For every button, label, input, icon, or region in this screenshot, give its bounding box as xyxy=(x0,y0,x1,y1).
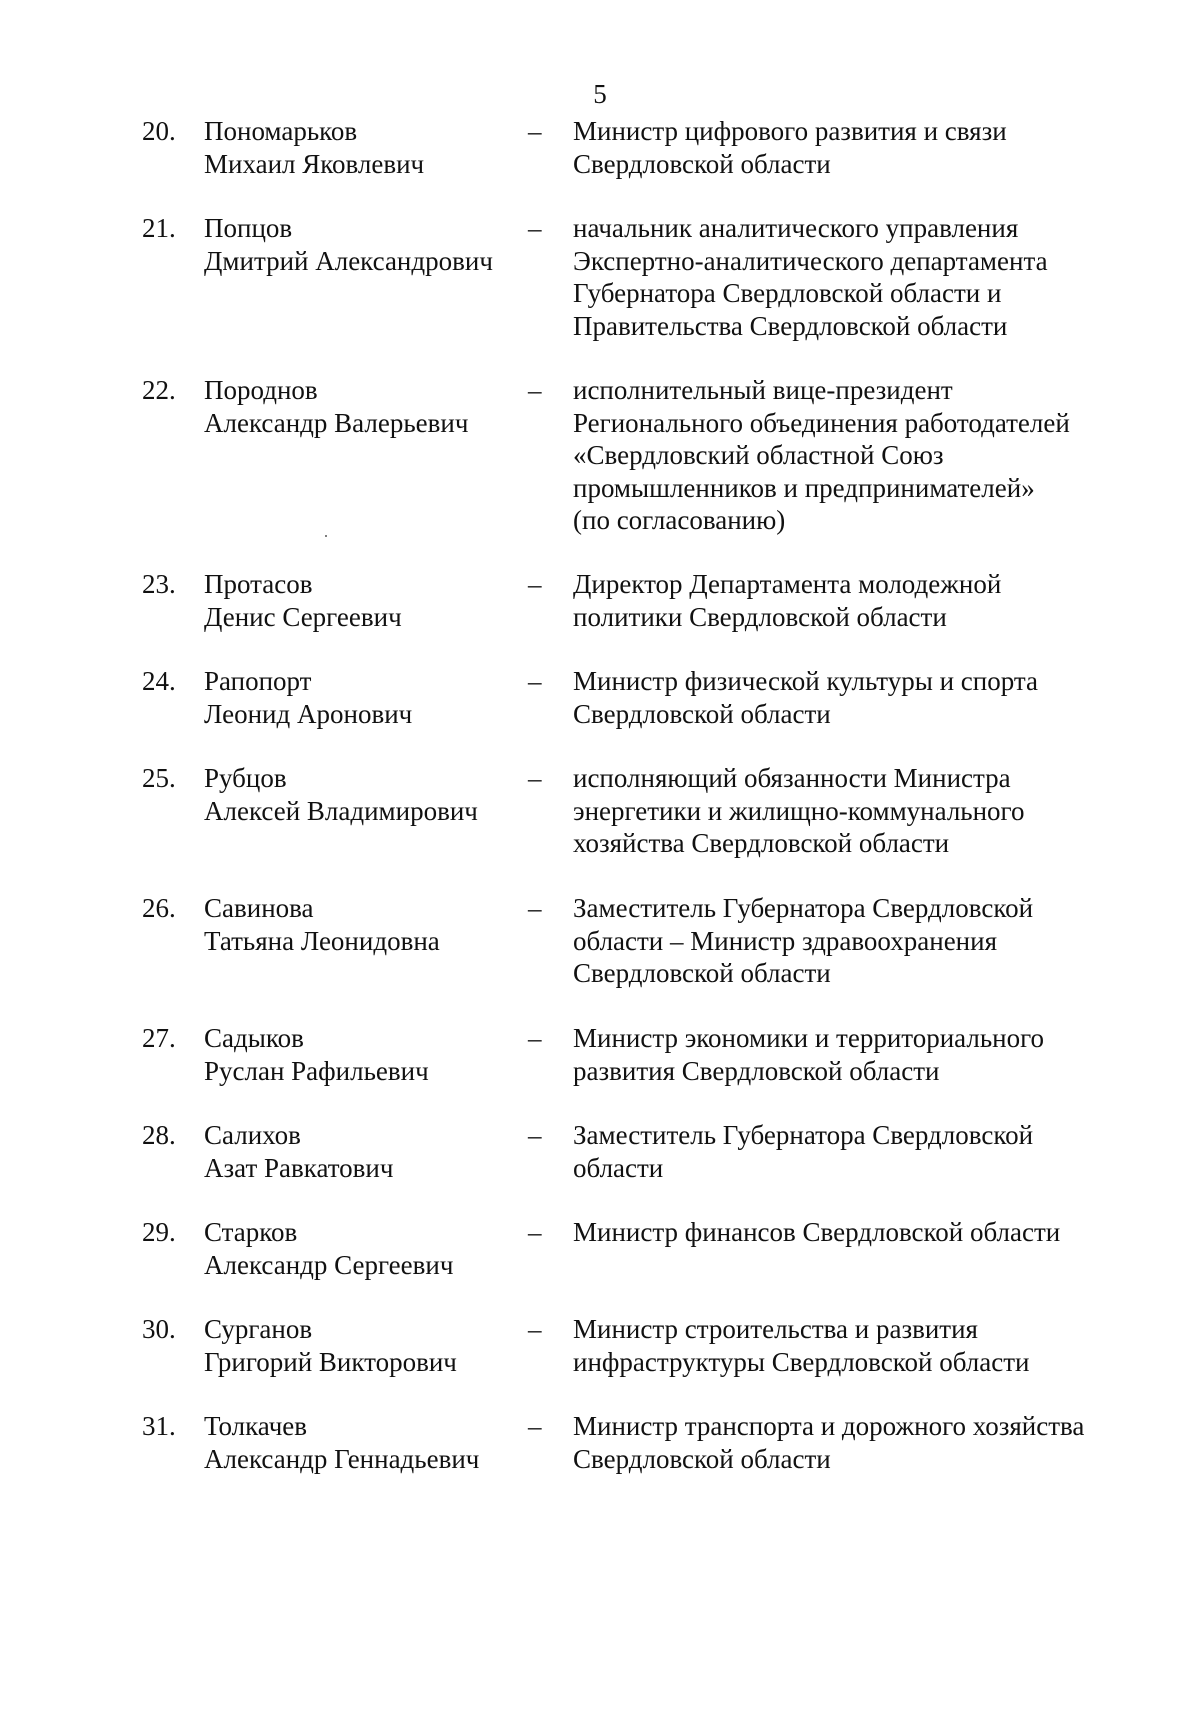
description-line: начальник аналитического управления xyxy=(573,213,1019,243)
person-name xyxy=(204,1119,393,1184)
description-line: Директор Департамента молодежной xyxy=(573,569,1002,599)
surname: Салихов xyxy=(204,1120,301,1150)
description-line: Министр экономики и территориального xyxy=(573,1023,1045,1053)
given-names: Григорий Викторович xyxy=(204,1346,457,1377)
given-names: Руслан Рафильевич xyxy=(204,1055,429,1086)
item-number: 29. xyxy=(142,1217,176,1247)
item-number: 28. xyxy=(142,1120,176,1150)
description-line: Заместитель Губернатора Свердловской xyxy=(573,893,1034,923)
item-number: 31. xyxy=(142,1411,176,1441)
given-names: Алексей Владимирович xyxy=(204,795,478,826)
item-number: 20. xyxy=(142,116,176,146)
description-line: Министр физической культуры и спорта xyxy=(573,666,1038,696)
description-line: Министр транспорта и дорожного хозяйства xyxy=(573,1411,1085,1441)
description-line: Свердловской области xyxy=(573,148,831,179)
description-line: Свердловской области xyxy=(573,698,831,729)
item-number: 27. xyxy=(142,1023,176,1053)
surname: Породнов xyxy=(204,375,318,405)
dash-separator: – xyxy=(528,213,542,243)
surname: Пономарьков xyxy=(204,116,358,146)
description-line: исполняющий обязанности Министра xyxy=(573,763,1011,793)
dash-separator: – xyxy=(528,1023,542,1053)
page-number: 5 xyxy=(593,79,607,109)
person-name xyxy=(204,1216,453,1281)
surname: Попцов xyxy=(204,213,293,243)
item-number: 21. xyxy=(142,213,176,243)
item-number: 23. xyxy=(142,569,176,599)
given-names: Азат Равкатович xyxy=(204,1152,394,1183)
description-line: энергетики и жилищно-коммунального xyxy=(573,795,1025,826)
person-name xyxy=(204,1022,429,1087)
description-line: области – Министр здравоохранения xyxy=(573,925,997,956)
person-name xyxy=(204,665,412,730)
dash-separator: – xyxy=(528,569,542,599)
position-description xyxy=(573,1119,1033,1184)
person-name xyxy=(204,212,493,277)
scan-speck xyxy=(325,535,327,537)
description-line: Регионального объединения работодателей xyxy=(573,407,1070,438)
given-names: Леонид Аронович xyxy=(204,698,413,729)
item-number: 26. xyxy=(142,893,176,923)
given-names: Михаил Яковлевич xyxy=(204,148,425,179)
person-name xyxy=(204,1410,479,1475)
given-names: Дмитрий Александрович xyxy=(204,245,493,276)
description-line: области xyxy=(573,1152,664,1183)
position-description xyxy=(573,665,1038,730)
person-name xyxy=(204,892,440,957)
surname: Старков xyxy=(204,1217,298,1247)
description-line: инфраструктуры Свердловской области xyxy=(573,1346,1030,1377)
item-number: 30. xyxy=(142,1314,176,1344)
position-description xyxy=(573,374,1070,537)
item-number: 24. xyxy=(142,666,176,696)
dash-separator: – xyxy=(528,1411,542,1441)
surname: Сурганов xyxy=(204,1314,313,1344)
person-name xyxy=(204,115,424,180)
given-names: Татьяна Леонидовна xyxy=(204,925,440,956)
surname: Рубцов xyxy=(204,763,287,793)
person-name xyxy=(204,568,402,633)
dash-separator: – xyxy=(528,375,542,405)
dash-separator: – xyxy=(528,1120,542,1150)
description-line: хозяйства Свердловской области xyxy=(573,828,950,858)
description-line: «Свердловский областной Союз xyxy=(573,440,944,470)
description-line: Свердловской области xyxy=(573,958,831,988)
given-names: Александр Валерьевич xyxy=(204,407,469,438)
description-line: Губернатора Свердловской области и xyxy=(573,278,1002,308)
description-line: развития Свердловской области xyxy=(573,1055,940,1086)
dash-separator: – xyxy=(528,1314,542,1344)
person-name xyxy=(204,762,478,827)
description-line: Экспертно-аналитического департамента xyxy=(573,245,1048,276)
position-description xyxy=(573,568,1001,633)
position-description xyxy=(573,1313,1029,1378)
dash-separator: – xyxy=(528,763,542,793)
description-line: (по согласованию) xyxy=(573,505,786,535)
given-names: Александр Геннадьевич xyxy=(204,1443,480,1474)
dash-separator: – xyxy=(528,1217,542,1247)
surname: Садыков xyxy=(204,1023,304,1053)
position-description xyxy=(573,1216,1060,1249)
description-line: Министр финансов Свердловской области xyxy=(573,1217,1061,1247)
description-line: политики Свердловской области xyxy=(573,601,947,632)
position-description xyxy=(573,762,1024,860)
position-description xyxy=(573,212,1048,342)
given-names: Александр Сергеевич xyxy=(204,1249,454,1280)
surname: Протасов xyxy=(204,569,313,599)
description-line: Свердловской области xyxy=(573,1443,831,1474)
person-name xyxy=(204,374,468,439)
position-description xyxy=(573,892,1033,990)
person-name xyxy=(204,1313,457,1378)
dash-separator: – xyxy=(528,893,542,923)
description-line: Министр цифрового развития и связи xyxy=(573,116,1007,146)
description-line: исполнительный вице-президент xyxy=(573,375,953,405)
description-line: Правительства Свердловской области xyxy=(573,310,1008,341)
description-line: промышленников и предпринимателей» xyxy=(573,472,1035,503)
item-number: 22. xyxy=(142,375,176,405)
surname: Савинова xyxy=(204,893,314,923)
description-line: Заместитель Губернатора Свердловской xyxy=(573,1120,1034,1150)
surname: Рапопорт xyxy=(204,666,312,696)
given-names: Денис Сергеевич xyxy=(204,601,402,632)
description-line: Министр строительства и развития xyxy=(573,1314,978,1344)
position-description xyxy=(573,115,1007,180)
position-description xyxy=(573,1410,1084,1475)
surname: Толкачев xyxy=(204,1411,308,1441)
position-description xyxy=(573,1022,1044,1087)
item-number: 25. xyxy=(142,763,176,793)
dash-separator: – xyxy=(528,666,542,696)
dash-separator: – xyxy=(528,116,542,146)
